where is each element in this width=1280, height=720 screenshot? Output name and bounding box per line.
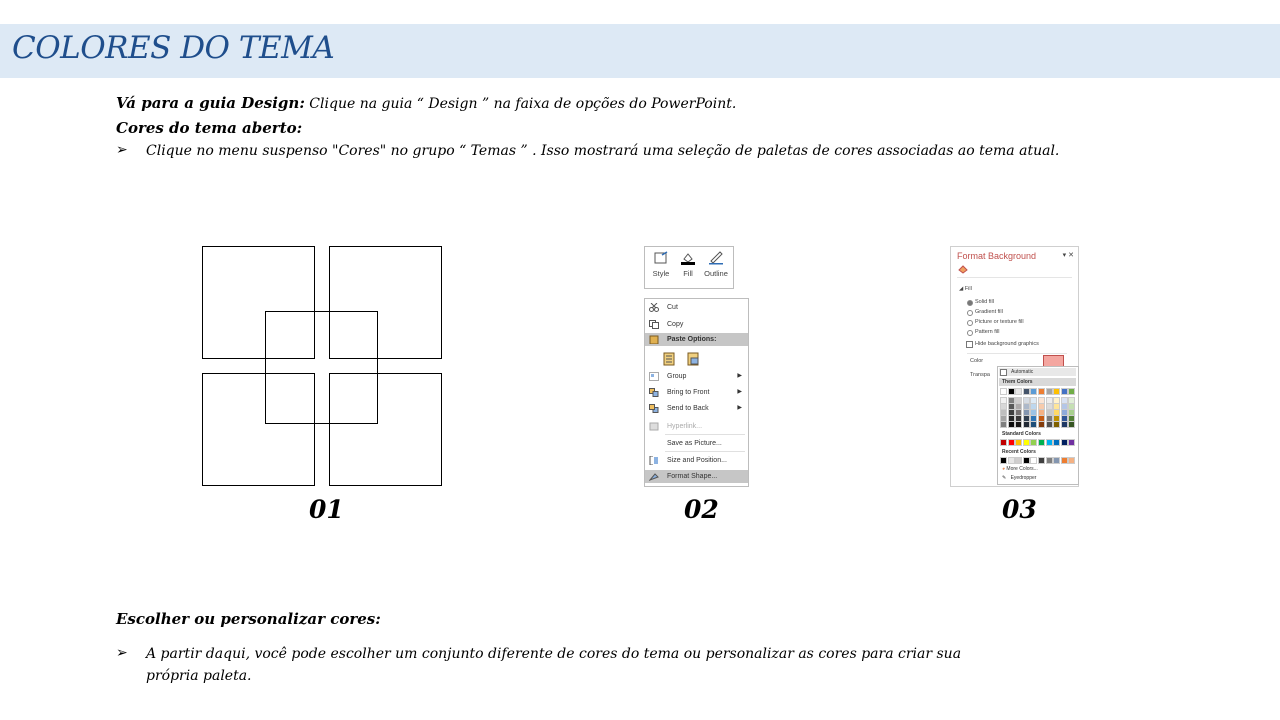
- theme-shade-swatch[interactable]: [1054, 410, 1059, 415]
- standard-color-swatch[interactable]: [1054, 440, 1059, 445]
- picture-fill-label: Picture or texture fill: [975, 319, 1024, 325]
- submenu-arrow-icon: ▶: [737, 405, 742, 411]
- theme-shade-swatch[interactable]: [1069, 422, 1074, 427]
- theme-shade-swatch[interactable]: [1062, 404, 1067, 409]
- more-colors-option[interactable]: [1002, 466, 1038, 472]
- panel-close-icon[interactable]: ▾ ✕: [1062, 252, 1074, 259]
- theme-shade-swatch[interactable]: [1031, 416, 1036, 421]
- recent-color-swatch[interactable]: [1016, 458, 1021, 463]
- fill-section-label: Fill: [964, 286, 972, 292]
- step-design-text: Clique na guia “ Design ” na faixa de opções do PowerPoint.: [304, 96, 737, 112]
- hide-graphics-checkbox[interactable]: [966, 341, 973, 348]
- square-center: [265, 311, 378, 424]
- automatic-swatch: [1000, 369, 1007, 376]
- theme-shade-swatch[interactable]: [1069, 398, 1074, 403]
- theme-color-swatch[interactable]: [1031, 389, 1036, 394]
- theme-color-swatch[interactable]: [1039, 389, 1044, 394]
- group-icon: [649, 372, 659, 381]
- theme-shade-swatch[interactable]: [1054, 422, 1059, 427]
- theme-color-swatch[interactable]: [1009, 389, 1014, 394]
- menu-label-group: Group: [667, 373, 687, 380]
- choose-customize-bold: Escolher ou personalizar cores:: [116, 610, 381, 628]
- theme-shade-swatch[interactable]: [1047, 404, 1052, 409]
- color-wheel-icon: ◕: [1002, 466, 1006, 472]
- step-design-line: [116, 94, 736, 112]
- figure-label-02: 02: [684, 495, 719, 524]
- eyedropper-option[interactable]: [1002, 475, 1036, 481]
- submenu-arrow-icon: ▶: [737, 389, 742, 395]
- pattern-fill-radio[interactable]: [967, 330, 973, 336]
- menu-label-format-shape: Format Shape...: [667, 473, 718, 480]
- menu-item-send-to-back[interactable]: [645, 402, 748, 415]
- color-label: Color: [970, 358, 984, 364]
- theme-color-swatch[interactable]: [1047, 389, 1052, 394]
- standard-color-swatch[interactable]: [1001, 440, 1006, 445]
- color-palette-dropdown: [997, 366, 1079, 485]
- transparency-label: Transpa: [970, 372, 990, 378]
- paste-options-row: [645, 350, 748, 368]
- theme-color-swatch[interactable]: [1024, 389, 1029, 394]
- theme-color-swatch[interactable]: [1016, 389, 1021, 394]
- recent-color-swatch[interactable]: [1024, 458, 1029, 463]
- theme-colors-header: [999, 378, 1076, 386]
- recent-colors-label: Recent Colors: [1002, 449, 1036, 455]
- format-shape-icon: [649, 472, 659, 481]
- theme-shade-swatch[interactable]: [1009, 404, 1014, 409]
- fill-section-toggle[interactable]: ◢ Fill: [959, 286, 972, 292]
- hide-graphics-label: Hide background graphics: [975, 341, 1039, 347]
- figure-label-01: 01: [309, 495, 344, 524]
- context-menu: [644, 298, 749, 487]
- theme-shade-swatch[interactable]: [1009, 398, 1014, 403]
- recent-color-swatch[interactable]: [1031, 458, 1036, 463]
- size-position-icon: [649, 456, 659, 465]
- theme-shade-swatch[interactable]: [1047, 410, 1052, 415]
- theme-shade-swatch[interactable]: [1031, 422, 1036, 427]
- theme-shade-swatch[interactable]: [1016, 404, 1021, 409]
- theme-shade-swatch[interactable]: [1024, 410, 1029, 415]
- theme-shade-swatch[interactable]: [1069, 416, 1074, 421]
- theme-shade-swatch[interactable]: [1009, 410, 1014, 415]
- standard-color-swatch[interactable]: [1047, 440, 1052, 445]
- theme-shade-swatch[interactable]: [1024, 416, 1029, 421]
- bullet-text-1: Clique no menu suspenso "Cores" no grupo “ Temas ” . Isso mostrará uma seleção de paletas de cores associadas ao tema atual.: [146, 143, 1060, 159]
- menu-label-size-and-position: Size and Position...: [667, 457, 727, 464]
- theme-shade-swatch[interactable]: [1001, 410, 1006, 415]
- hyperlink-icon: [649, 422, 659, 431]
- theme-shade-swatch[interactable]: [1001, 404, 1006, 409]
- standard-colors-label: Standard Colors: [1002, 431, 1041, 437]
- theme-color-swatch[interactable]: [1069, 389, 1074, 394]
- theme-shade-swatch[interactable]: [1016, 422, 1021, 427]
- standard-color-swatch[interactable]: [1031, 440, 1036, 445]
- menu-label-hyperlink: Hyperlink...: [667, 423, 703, 430]
- bullet-arrow-icon: ➢: [116, 142, 128, 158]
- theme-shade-swatch[interactable]: [1062, 416, 1067, 421]
- panel-divider: [957, 277, 1072, 278]
- scissors-icon: [649, 303, 659, 312]
- theme-shade-swatch[interactable]: [1062, 410, 1067, 415]
- menu-item-cut[interactable]: [645, 301, 748, 314]
- recent-color-swatch[interactable]: [1054, 458, 1059, 463]
- menu-item-size-and-position[interactable]: [645, 454, 748, 467]
- menu-separator: [665, 434, 745, 435]
- standard-color-swatch[interactable]: [1016, 440, 1021, 445]
- menu-label-cut: Cut: [667, 304, 678, 311]
- eyedropper-icon: ✎: [1002, 475, 1007, 481]
- theme-shade-swatch[interactable]: [1031, 404, 1036, 409]
- fill-button[interactable]: [675, 251, 701, 278]
- automatic-option[interactable]: [999, 368, 1076, 376]
- standard-color-swatch[interactable]: [1069, 440, 1074, 445]
- theme-shade-swatch[interactable]: [1016, 398, 1021, 403]
- theme-shade-swatch[interactable]: [1039, 410, 1044, 415]
- theme-shade-swatch[interactable]: [1054, 404, 1059, 409]
- style-label: Style: [652, 269, 670, 278]
- choose-customize-heading: [116, 610, 381, 628]
- step-design-bold: Vá para a guia Design:: [116, 94, 305, 112]
- pattern-fill-label: Pattern fill: [975, 329, 1000, 335]
- solid-fill-label: Solid fill: [975, 299, 994, 305]
- submenu-arrow-icon: ▶: [737, 373, 742, 379]
- style-icon: [653, 251, 669, 265]
- theme-shade-swatch[interactable]: [1039, 398, 1044, 403]
- theme-shade-swatch[interactable]: [1047, 422, 1052, 427]
- panel-divider: [967, 353, 1067, 354]
- recent-color-swatch[interactable]: [1069, 458, 1074, 463]
- theme-shade-swatch[interactable]: [1039, 416, 1044, 421]
- theme-shade-swatch[interactable]: [1001, 416, 1006, 421]
- paste-keep-icon[interactable]: [663, 352, 675, 371]
- bullet-text-2-line-2: própria paleta.: [146, 668, 252, 684]
- menu-item-group[interactable]: [645, 370, 748, 383]
- menu-item-copy[interactable]: [645, 318, 748, 331]
- theme-shade-swatch[interactable]: [1009, 422, 1014, 427]
- clipboard-icon: [649, 335, 659, 344]
- theme-shade-swatch[interactable]: [1054, 416, 1059, 421]
- picture-fill-radio[interactable]: [967, 320, 973, 326]
- recent-color-swatch[interactable]: [1001, 458, 1006, 463]
- standard-color-swatch[interactable]: [1024, 440, 1029, 445]
- theme-color-swatch[interactable]: [1054, 389, 1059, 394]
- menu-label-copy: Copy: [667, 321, 684, 328]
- paint-bucket-icon[interactable]: [957, 264, 969, 276]
- menu-header-paste-options: [645, 333, 748, 346]
- menu-item-format-shape[interactable]: [645, 470, 748, 483]
- theme-shade-swatch[interactable]: [1031, 410, 1036, 415]
- menu-label-save-as-picture: Save as Picture...: [667, 440, 722, 447]
- fill-bucket-icon: [680, 251, 696, 265]
- gradient-fill-radio[interactable]: [967, 310, 973, 316]
- shape-format-ribbon: [644, 246, 734, 289]
- menu-label-bring-to-front: Bring to Front: [667, 389, 710, 396]
- menu-separator: [665, 451, 745, 452]
- standard-color-swatch[interactable]: [1062, 440, 1067, 445]
- menu-item-hyperlink[interactable]: [645, 420, 748, 433]
- figure-label-03: 03: [1002, 495, 1037, 524]
- menu-item-save-as-picture[interactable]: [645, 437, 748, 450]
- theme-shade-swatch[interactable]: [1024, 422, 1029, 427]
- theme-shade-swatch[interactable]: [1031, 398, 1036, 403]
- theme-shade-swatch[interactable]: [1001, 422, 1006, 427]
- more-colors-label: More Colors...: [1006, 466, 1038, 472]
- gradient-fill-label: Gradient fill: [975, 309, 1003, 315]
- standard-color-swatch[interactable]: [1039, 440, 1044, 445]
- outline-pen-icon: [708, 251, 724, 265]
- solid-fill-radio[interactable]: [967, 300, 973, 306]
- standard-color-swatch[interactable]: [1009, 440, 1014, 445]
- outline-label: Outline: [704, 269, 728, 278]
- theme-shade-swatch[interactable]: [1039, 422, 1044, 427]
- step-open-colors-bold: Cores do tema aberto:: [116, 119, 303, 137]
- theme-shade-swatch[interactable]: [1062, 422, 1067, 427]
- theme-shade-swatch[interactable]: [1069, 404, 1074, 409]
- theme-shade-swatch[interactable]: [1039, 404, 1044, 409]
- eyedropper-label: Eyedropper: [1010, 475, 1037, 481]
- outline-button[interactable]: [703, 251, 729, 278]
- recent-color-swatch[interactable]: [1047, 458, 1052, 463]
- theme-shade-swatch[interactable]: [1069, 410, 1074, 415]
- automatic-label: Automatic: [1011, 369, 1034, 375]
- theme-shade-swatch[interactable]: [1062, 398, 1067, 403]
- bullet-arrow-icon: ➢: [116, 645, 128, 661]
- bullet-text-2-line-1: A partir daqui, você pode escolher um conjunto diferente de cores do tema ou personalizar as cores para criar sua: [146, 646, 962, 662]
- theme-shade-swatch[interactable]: [1024, 398, 1029, 403]
- theme-shade-swatch[interactable]: [1009, 416, 1014, 421]
- style-button[interactable]: [648, 251, 674, 278]
- paste-picture-icon[interactable]: [687, 352, 699, 371]
- recent-color-swatch[interactable]: [1009, 458, 1014, 463]
- theme-shade-swatch[interactable]: [1024, 404, 1029, 409]
- bring-to-front-icon: [649, 388, 659, 397]
- panel-title: Format Background: [957, 251, 1037, 261]
- theme-shade-swatch[interactable]: [1047, 416, 1052, 421]
- theme-shade-swatch[interactable]: [1001, 398, 1006, 403]
- menu-label-paste-options: Paste Options:: [667, 336, 717, 343]
- theme-shade-swatch[interactable]: [1047, 398, 1052, 403]
- theme-color-swatch[interactable]: [1001, 389, 1006, 394]
- send-to-back-icon: [649, 404, 659, 413]
- menu-label-send-to-back: Send to Back: [667, 405, 709, 412]
- recent-color-swatch[interactable]: [1062, 458, 1067, 463]
- theme-shade-swatch[interactable]: [1016, 410, 1021, 415]
- recent-color-swatch[interactable]: [1039, 458, 1044, 463]
- theme-shade-swatch[interactable]: [1054, 398, 1059, 403]
- theme-shade-swatch[interactable]: [1016, 416, 1021, 421]
- menu-item-bring-to-front[interactable]: [645, 386, 748, 399]
- copy-icon: [649, 320, 659, 329]
- theme-colors-label: Them Colors: [1002, 379, 1033, 385]
- step-open-colors: [116, 119, 302, 137]
- fill-label: Fill: [683, 269, 693, 278]
- page-title: COLORES DO TEMA: [12, 30, 335, 66]
- theme-color-swatch[interactable]: [1062, 389, 1067, 394]
